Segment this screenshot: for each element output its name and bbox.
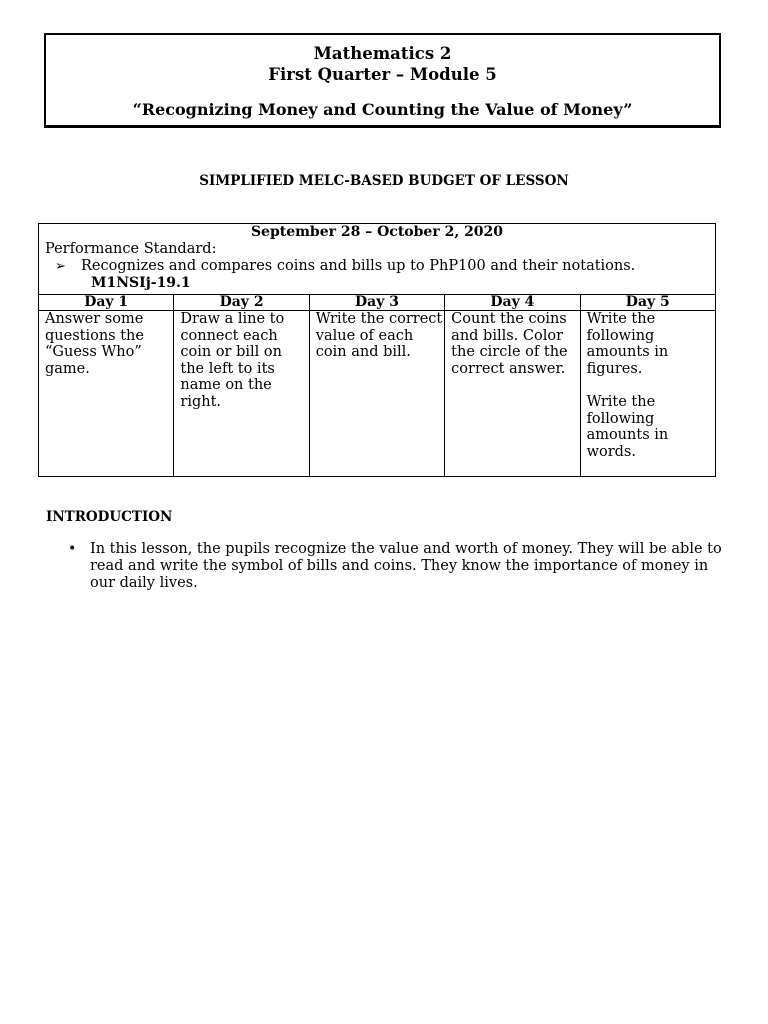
subject-title: Mathematics 2: [313, 44, 452, 63]
day-1-text: Answer some questions the “Guess Who” game.: [45, 311, 144, 377]
day-5-header: Day 5: [580, 295, 715, 311]
day-5-text-1: Write the following amounts in figures.: [586, 311, 669, 377]
module-title-box: [44, 33, 721, 128]
day-2-text: Draw a line to connect each coin or bill on the left to its name on the right.: [180, 311, 285, 410]
day-2-activity: [174, 311, 309, 477]
performance-standard-text: Recognizes and compares coins and bills up to PhP100 and their notations.: [81, 258, 636, 274]
day-1-activity: [39, 311, 174, 477]
performance-standard-item: [45, 258, 709, 275]
day-header-row: [39, 295, 716, 311]
day-3-activity: [309, 311, 444, 477]
introduction-list-item: [68, 541, 728, 592]
performance-standard-label: Performance Standard:: [45, 241, 217, 257]
budget-of-lesson-table: [38, 223, 716, 477]
day-2-header: Day 2: [174, 295, 309, 311]
day-4-header: Day 4: [445, 295, 580, 311]
budget-heading: SIMPLIFIED MELC-BASED BUDGET OF LESSON: [199, 173, 569, 189]
lesson-title: “Recognizing Money and Counting the Value of Money”: [132, 100, 633, 119]
introduction-heading: INTRODUCTION: [46, 509, 173, 525]
table-header-cell: [39, 224, 716, 295]
day-5-activity: [580, 311, 715, 477]
bullet-icon: •: [68, 541, 77, 557]
quarter-module-title: First Quarter – Module 5: [268, 65, 497, 84]
day-4-activity: [445, 311, 580, 477]
day-4-text: Count the coins and bills. Color the circle of the correct answer.: [451, 311, 568, 377]
competency-code: M1NSIj-19.1: [91, 275, 191, 291]
day-3-text: Write the correct value of each coin and bill.: [315, 311, 443, 361]
day-activity-row: [39, 311, 716, 477]
date-range: September 28 – October 2, 2020: [250, 224, 504, 240]
introduction-text: In this lesson, the pupils recognize the value and worth of money. They will be able to read and write the symbol of bills and coins. They know the importance of money in our daily lives.: [90, 541, 722, 591]
arrow-bullet-icon: ➢: [55, 259, 66, 274]
day-5-text-2: Write the following amounts in words.: [586, 393, 669, 460]
day-3-header: Day 3: [309, 295, 444, 311]
day-1-header: Day 1: [39, 295, 174, 311]
